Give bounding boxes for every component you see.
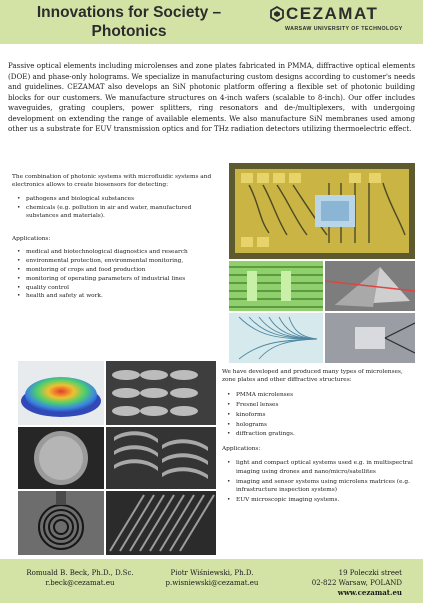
lens-disc-photo [18,427,104,489]
header-banner [0,0,423,44]
title-line-1: Innovations for Society – [36,4,222,21]
microlens-profile-photo [18,361,104,425]
contact-name: Piotr Wiśniewski, Ph.D. [170,569,254,577]
list-item: • chemicals (e.g. pollution in air and water, manufactured substances and materials). [26,204,220,221]
biosensor-section [12,173,220,306]
waveguide-photo [229,261,323,311]
list-item: • quality control [26,284,220,292]
list-item: • health and safety at work. [26,292,220,300]
list-item: • EUV microscopic imaging systems. [236,496,417,504]
detect-list [12,195,220,221]
zone-plate-photo [18,491,104,555]
contact-email[interactable]: p.wisniewski@cezamat.eu [165,579,259,587]
contact-beck [18,568,142,588]
contact-name: Romuald B. Beck, Ph.D., D.Sc. [26,569,134,577]
line-grating-sem-photo [106,491,216,555]
biosensor-lead: The combination of photonic systems with microfluidic systems and electronics allows to create biosensors for detecting: [12,174,212,189]
applications-heading: Applications: [12,235,51,242]
address-city: 02-822 Warsaw, POLAND [311,579,402,587]
contact-wisniewski [154,568,270,588]
grating-sem-photo [106,427,216,489]
list-item: • pathogens and biological substances [26,195,220,203]
diffractive-section [222,368,417,509]
title-line-2: Photonics [91,23,167,40]
list-item: • environmental protection, environmental monitoring, [26,257,220,265]
website-link[interactable]: www.cezamat.eu [337,588,402,597]
list-item: • imaging and sensor systems using microlens matrices (e.g. infrastructure inspection systems) [236,478,417,495]
applications-list [222,459,417,504]
list-item: • Fresnel lenses [236,401,417,409]
address-block [282,568,402,598]
list-item: • light and compact optical systems used e.g. in multispectral imaging using drones and nano/micro/satellites [236,459,417,476]
applications-list [12,248,220,301]
list-item: • holograms [236,421,417,429]
cezamat-logo [268,4,418,40]
list-item: • medical and biotechnological diagnostics and research [26,248,220,256]
list-item: • diffraction gratings. [236,430,417,438]
structure-types-list [222,391,417,439]
list-item: • monitoring of crops and food production [26,266,220,274]
diffractive-lead: We have developed and produced many types of microlenses, zone plates and other diffractive structures: [222,369,403,384]
list-item: • monitoring of operating parameters of industrial lines [26,275,220,283]
membrane-photo [325,313,415,363]
intro-paragraph: Passive optical elements including microlenses and zone plates fabricated in PMMA, diffractive optical elements (DOE) and phase-only holograms. We specialize in manufacturing custom designs according to customer's needs and guidelines. CEZAMAT also develops an SiN photonic platform offering a flexible set of photonic building blocks for our customers. We manufacture structures on 4-inch wafers (scalable to 8-inch). Our offer includes waveguides, grating couplers, power splitters, ring resonators and de-/multiplexers, with undergoing development on extending the range of available elements. We also manufacture SiN membranes used among other us a substrate for EUV transmission optics and for THz radiation detectors utilizing thermoelectric effect. [8,61,415,133]
grating-coupler-photo [229,313,323,363]
logo-name: CEZAMAT [286,4,379,23]
kinoform-sem-photo [106,361,216,425]
applications-heading: Applications: [222,445,261,452]
footer-contacts [0,559,423,603]
address-street: 19 Poleczki street [338,569,402,577]
list-item: • PMMA microlenses [236,391,417,399]
contact-email[interactable]: r.beck@cezamat.eu [45,579,115,587]
logo-subtitle: WARSAW UNIVERSITY OF TECHNOLOGY [285,26,403,32]
page-title [18,3,240,41]
list-item: • kinoforms [236,411,417,419]
prism-photo [325,261,415,311]
photonic-chip-photo [229,163,415,259]
cezamat-mark-icon [270,6,284,22]
